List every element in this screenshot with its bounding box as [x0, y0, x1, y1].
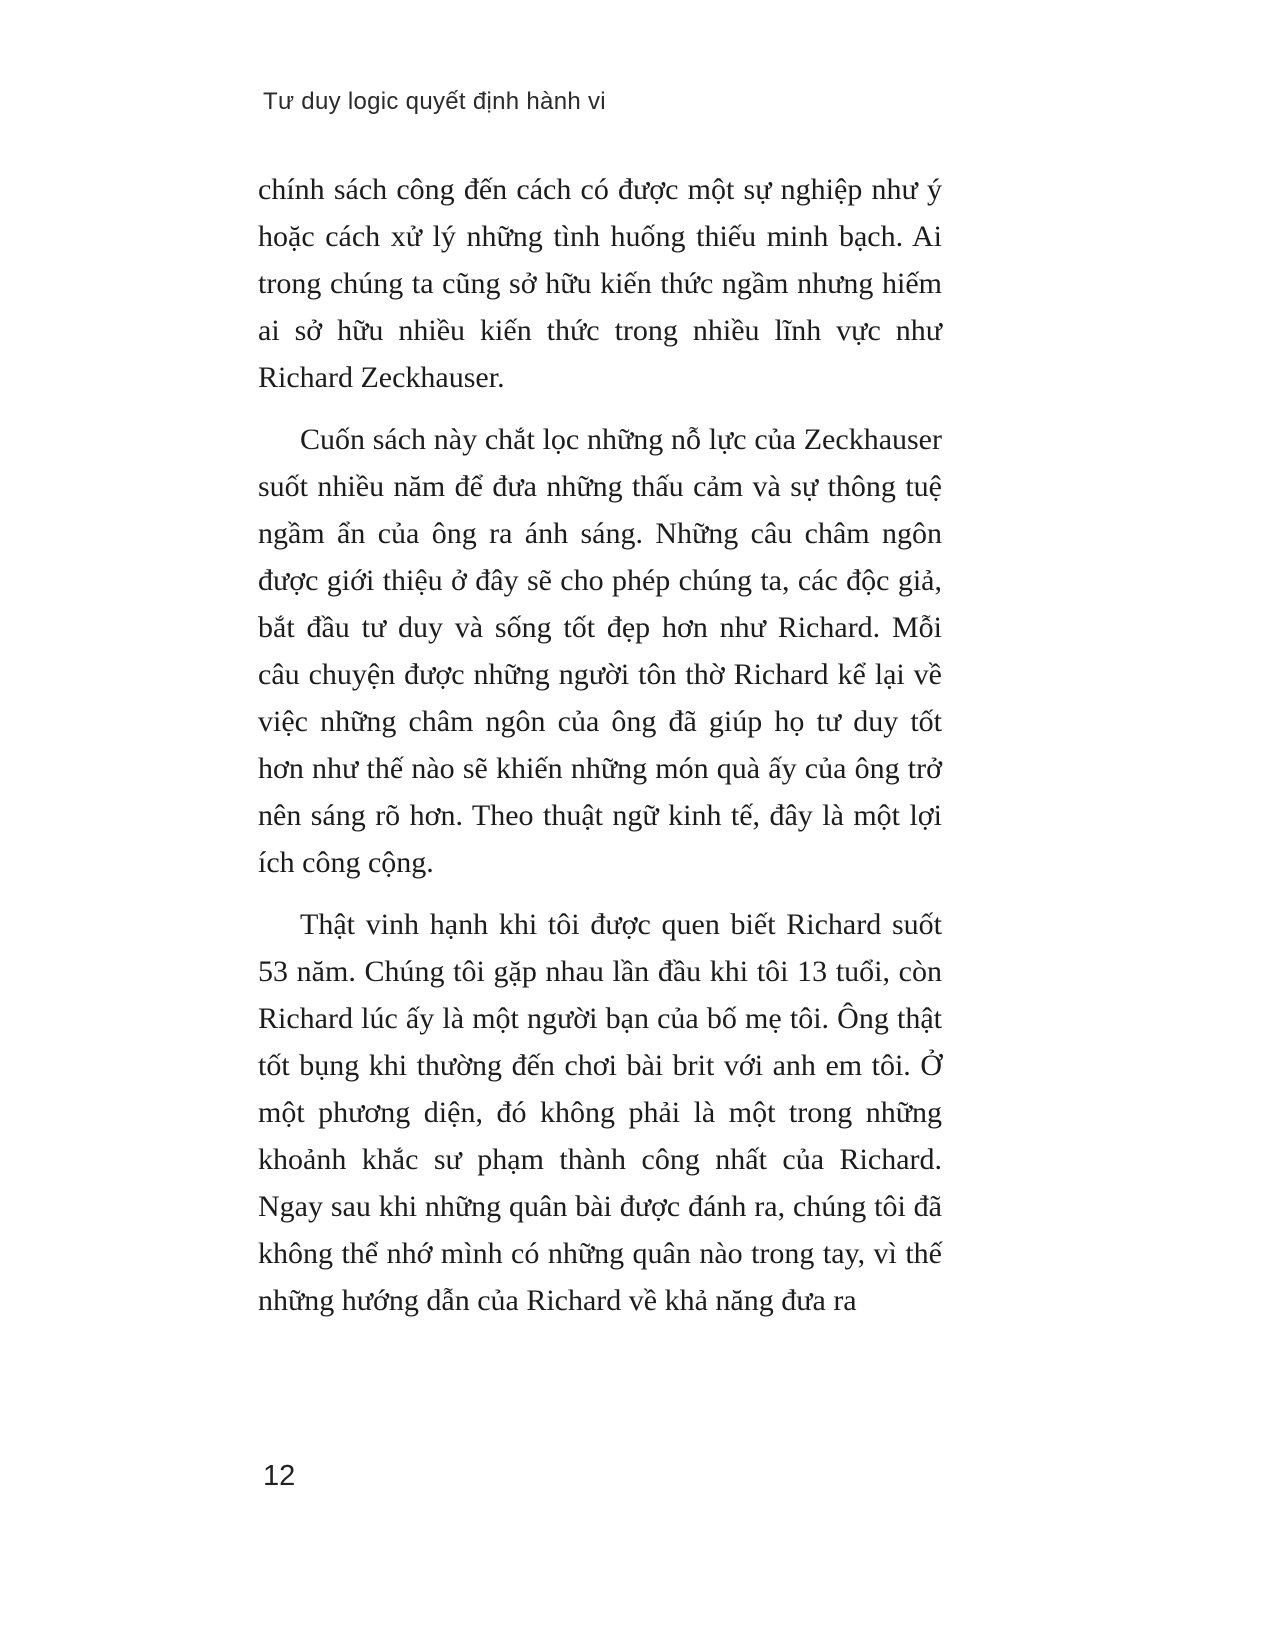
running-header: Tư duy logic quyết định hành vi	[263, 88, 606, 115]
page-number: 12	[263, 1460, 296, 1492]
paragraph: chính sách công đến cách có được một sự nghiệp như ý hoặc cách xử lý những tình huống thiếu minh bạch. Ai trong chúng ta cũng sở hữu kiến thức ngầm nhưng hiếm ai sở hữu nhiều kiến thức trong nhiều lĩnh vực như Richard Zeckhauser.	[258, 173, 942, 394]
body-text	[258, 166, 942, 1339]
paragraph: Cuốn sách này chắt lọc những nỗ lực của Zeckhauser suốt nhiều năm để đưa những thấu cảm và sự thông tuệ ngầm ẩn của ông ra ánh sáng. Những câu châm ngôn được giới thiệu ở đây sẽ cho phép chúng ta, các độc giả, bắt đầu tư duy và sống tốt đẹp hơn như Richard. Mỗi câu chuyện được những người tôn thờ Richard kể lại về việc những châm ngôn của ông đã giúp họ tư duy tốt hơn như thế nào sẽ khiến những món quà ấy của ông trở nên sáng rõ hơn. Theo thuật ngữ kinh tế, đây là một lợi ích công cộng.	[258, 423, 942, 879]
paragraph: Thật vinh hạnh khi tôi được quen biết Richard suốt 53 năm. Chúng tôi gặp nhau lần đầu khi tôi 13 tuổi, còn Richard lúc ấy là một người bạn của bố mẹ tôi. Ông thật tốt bụng khi thường đến chơi bài brit với anh em tôi. Ở một phương diện, đó không phải là một trong những khoảnh khắc sư phạm thành công nhất của Richard. Ngay sau khi những quân bài được đánh ra, chúng tôi đã không thể nhớ mình có những quân nào trong tay, vì thế những hướng dẫn của Richard về khả năng đưa ra	[258, 908, 942, 1317]
